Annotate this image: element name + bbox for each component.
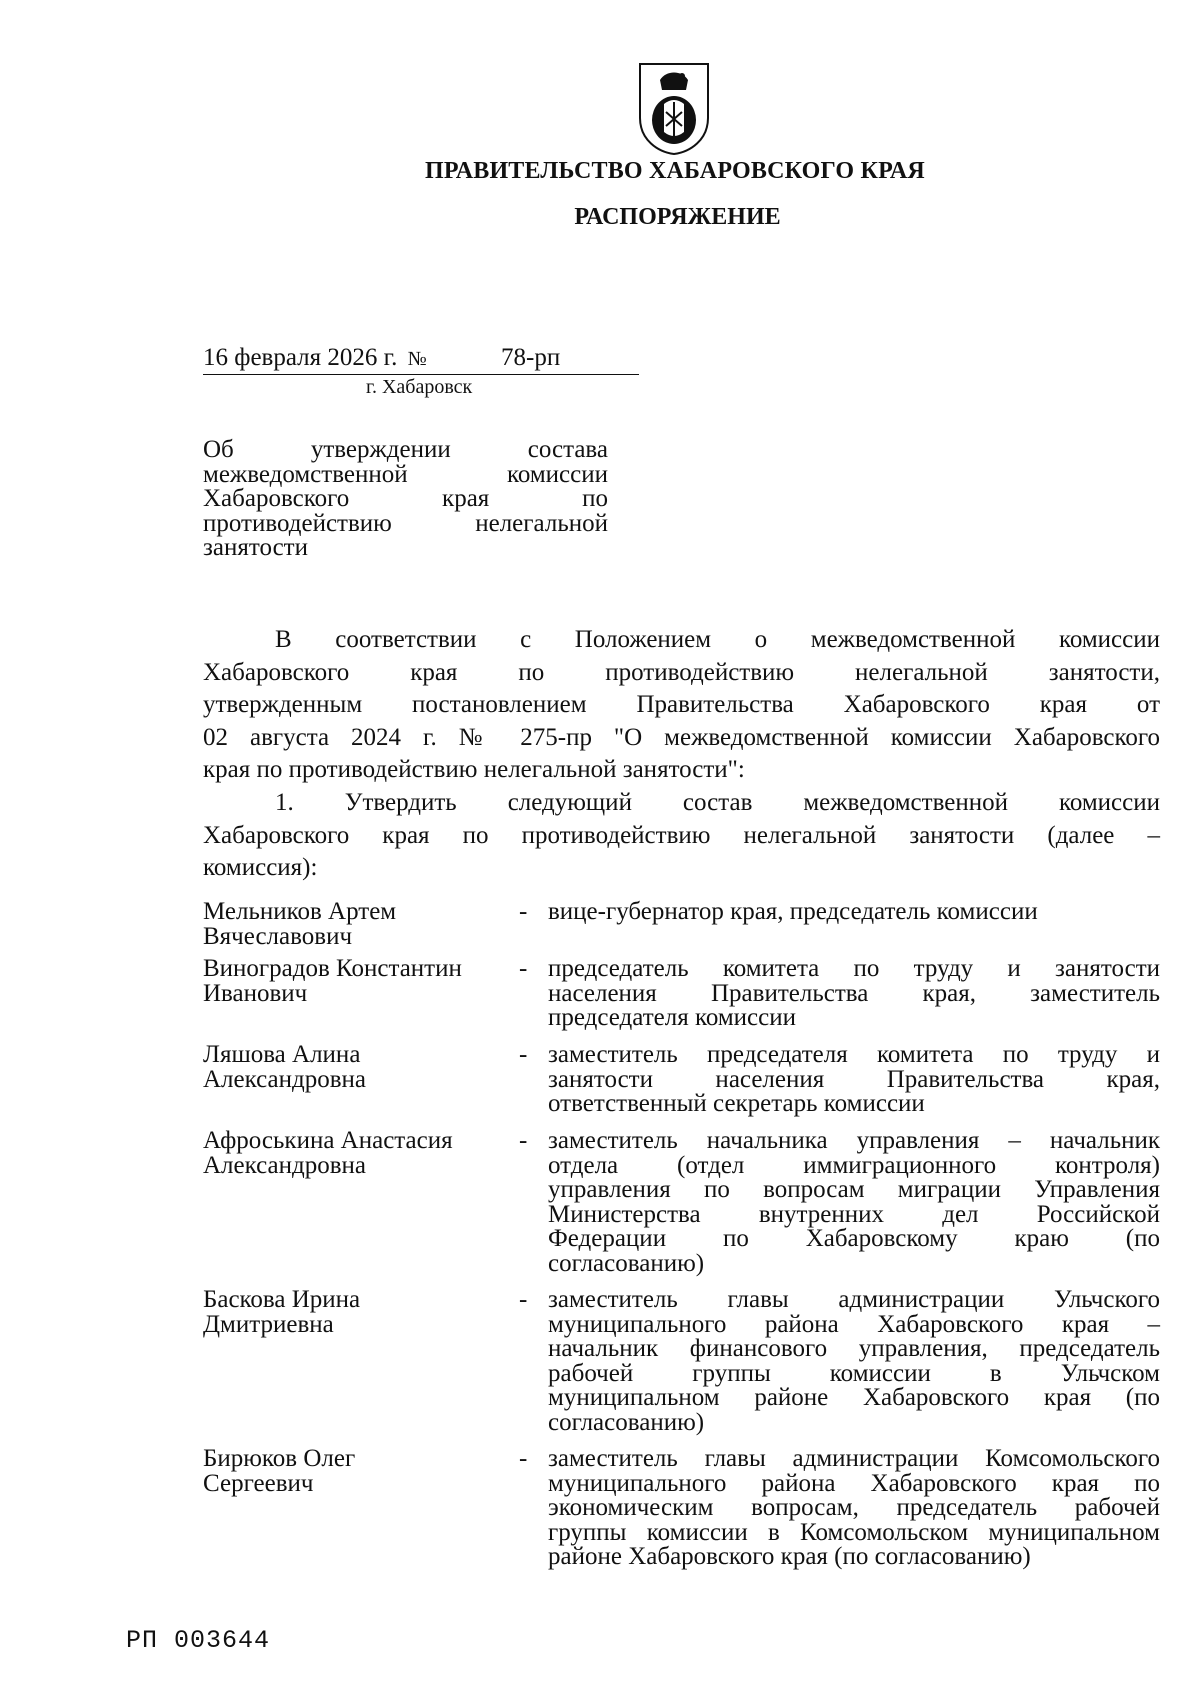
- name-line: Иванович: [203, 979, 308, 1007]
- document-subject: [203, 438, 608, 561]
- paragraph-line: 02 августа 2024 г. № 275-пр "О межведомственной комиссии Хабаровского: [203, 723, 1160, 751]
- role-line: районе Хабаровского края (по согласованию): [548, 1543, 1031, 1570]
- subject-line: Об утверждении состава: [203, 436, 608, 463]
- dash: -: [519, 955, 528, 982]
- role-line: муниципального района Хабаровского края по: [548, 1469, 1160, 1497]
- paragraph-line: Хабаровского края по противодействию нелегальной занятости,: [203, 658, 1160, 686]
- member-role: [548, 1288, 1160, 1435]
- paragraph-line: 1. Утвердить следующий состав межведомственной комиссии: [275, 789, 1160, 816]
- subject-line: Хабаровского края по: [203, 485, 608, 512]
- role-line: населения Правительства края, заместитель: [548, 979, 1160, 1007]
- member-name: [203, 957, 503, 1006]
- name-line: Виноградов Константин: [203, 955, 462, 982]
- role-line: вице-губернатор края, председатель комиссии: [548, 898, 1038, 925]
- member-name: [203, 900, 503, 949]
- member-role: [548, 957, 1160, 1031]
- role-line: председатель комитета по труду и занятости: [548, 955, 1160, 982]
- paragraph-line: комиссия):: [203, 854, 318, 881]
- role-line: занятости населения Правительства края,: [548, 1065, 1160, 1093]
- name-line: Сергеевич: [203, 1469, 314, 1497]
- dash: -: [519, 1041, 528, 1068]
- preamble-paragraph: [203, 624, 1160, 787]
- role-line: заместитель начальника управления – начальник: [548, 1127, 1160, 1154]
- role-line: муниципальном районе Хабаровского края (по: [548, 1384, 1160, 1411]
- document-number: 78-рп: [501, 344, 561, 371]
- role-line: заместитель главы администрации Комсомольского: [548, 1445, 1160, 1472]
- role-line: Министерства внутренних дел Российской: [548, 1200, 1160, 1228]
- role-line: ответственный секретарь комиссии: [548, 1090, 925, 1117]
- member-name: [203, 1043, 503, 1092]
- name-line: Вячеславович: [203, 922, 353, 950]
- role-line: заместитель председателя комитета по труду и: [548, 1041, 1160, 1068]
- government-name: ПРАВИТЕЛЬСТВО ХАБАРОВСКОГО КРАЯ: [425, 158, 925, 184]
- role-line: заместитель главы администрации Ульчского: [548, 1286, 1160, 1313]
- number-sign: №: [407, 348, 427, 370]
- dash: -: [519, 1127, 528, 1154]
- paragraph-line: края по противодействию нелегальной занятости":: [203, 756, 745, 783]
- role-line: отдела (отдел иммиграционного контроля): [548, 1151, 1160, 1179]
- coat-of-arms-icon: [636, 60, 712, 156]
- role-line: управления по вопросам миграции Управления: [548, 1176, 1160, 1203]
- member-role: [548, 900, 1160, 925]
- name-line: Дмитриевна: [203, 1310, 334, 1338]
- name-line: Ляшова Алина: [203, 1041, 361, 1068]
- member-name: [203, 1288, 503, 1337]
- date-number-line: [203, 342, 639, 375]
- form-serial-number: РП 003644: [126, 1626, 271, 1655]
- item-1-paragraph: [203, 787, 1160, 885]
- subject-line: занятости: [203, 534, 308, 561]
- document-type: РАСПОРЯЖЕНИЕ: [574, 204, 781, 230]
- member-name: [203, 1447, 503, 1496]
- role-line: муниципального района Хабаровского края –: [548, 1310, 1160, 1338]
- dash: -: [519, 1445, 528, 1472]
- role-line: Федерации по Хабаровскому краю (по: [548, 1225, 1160, 1252]
- role-line: согласованию): [548, 1408, 705, 1436]
- role-line: начальник финансового управления, председатель: [548, 1335, 1160, 1362]
- paragraph-line: Хабаровского края по противодействию нелегальной занятости (далее –: [203, 821, 1160, 849]
- document-date: 16 февраля 2026 г.: [203, 344, 398, 371]
- role-line: группы комиссии в Комсомольском муниципальном: [548, 1518, 1160, 1546]
- dash: -: [519, 1286, 528, 1313]
- role-line: согласованию): [548, 1249, 705, 1277]
- subject-line: межведомственной комиссии: [203, 460, 608, 488]
- dash: -: [519, 898, 528, 925]
- name-line: Александровна: [203, 1151, 367, 1179]
- city: г. Хабаровск: [366, 376, 473, 398]
- paragraph-line: В соответствии с Положением о межведомственной комиссии: [275, 626, 1160, 653]
- role-line: экономическим вопросам, председатель рабочей: [548, 1494, 1160, 1521]
- member-role: [548, 1447, 1160, 1570]
- name-line: Бирюков Олег: [203, 1445, 356, 1472]
- member-role: [548, 1129, 1160, 1276]
- subject-line: противодействию нелегальной: [203, 509, 608, 537]
- name-line: Александровна: [203, 1065, 367, 1093]
- role-line: рабочей группы комиссии в Ульчском: [548, 1359, 1160, 1387]
- paragraph-line: утвержденным постановлением Правительства Хабаровского края от: [203, 691, 1160, 718]
- role-line: председателя комиссии: [548, 1004, 796, 1031]
- name-line: Мельников Артем: [203, 898, 397, 925]
- member-name: [203, 1129, 503, 1178]
- name-line: Афроськина Анастасия: [203, 1127, 453, 1154]
- member-role: [548, 1043, 1160, 1117]
- name-line: Баскова Ирина: [203, 1286, 361, 1313]
